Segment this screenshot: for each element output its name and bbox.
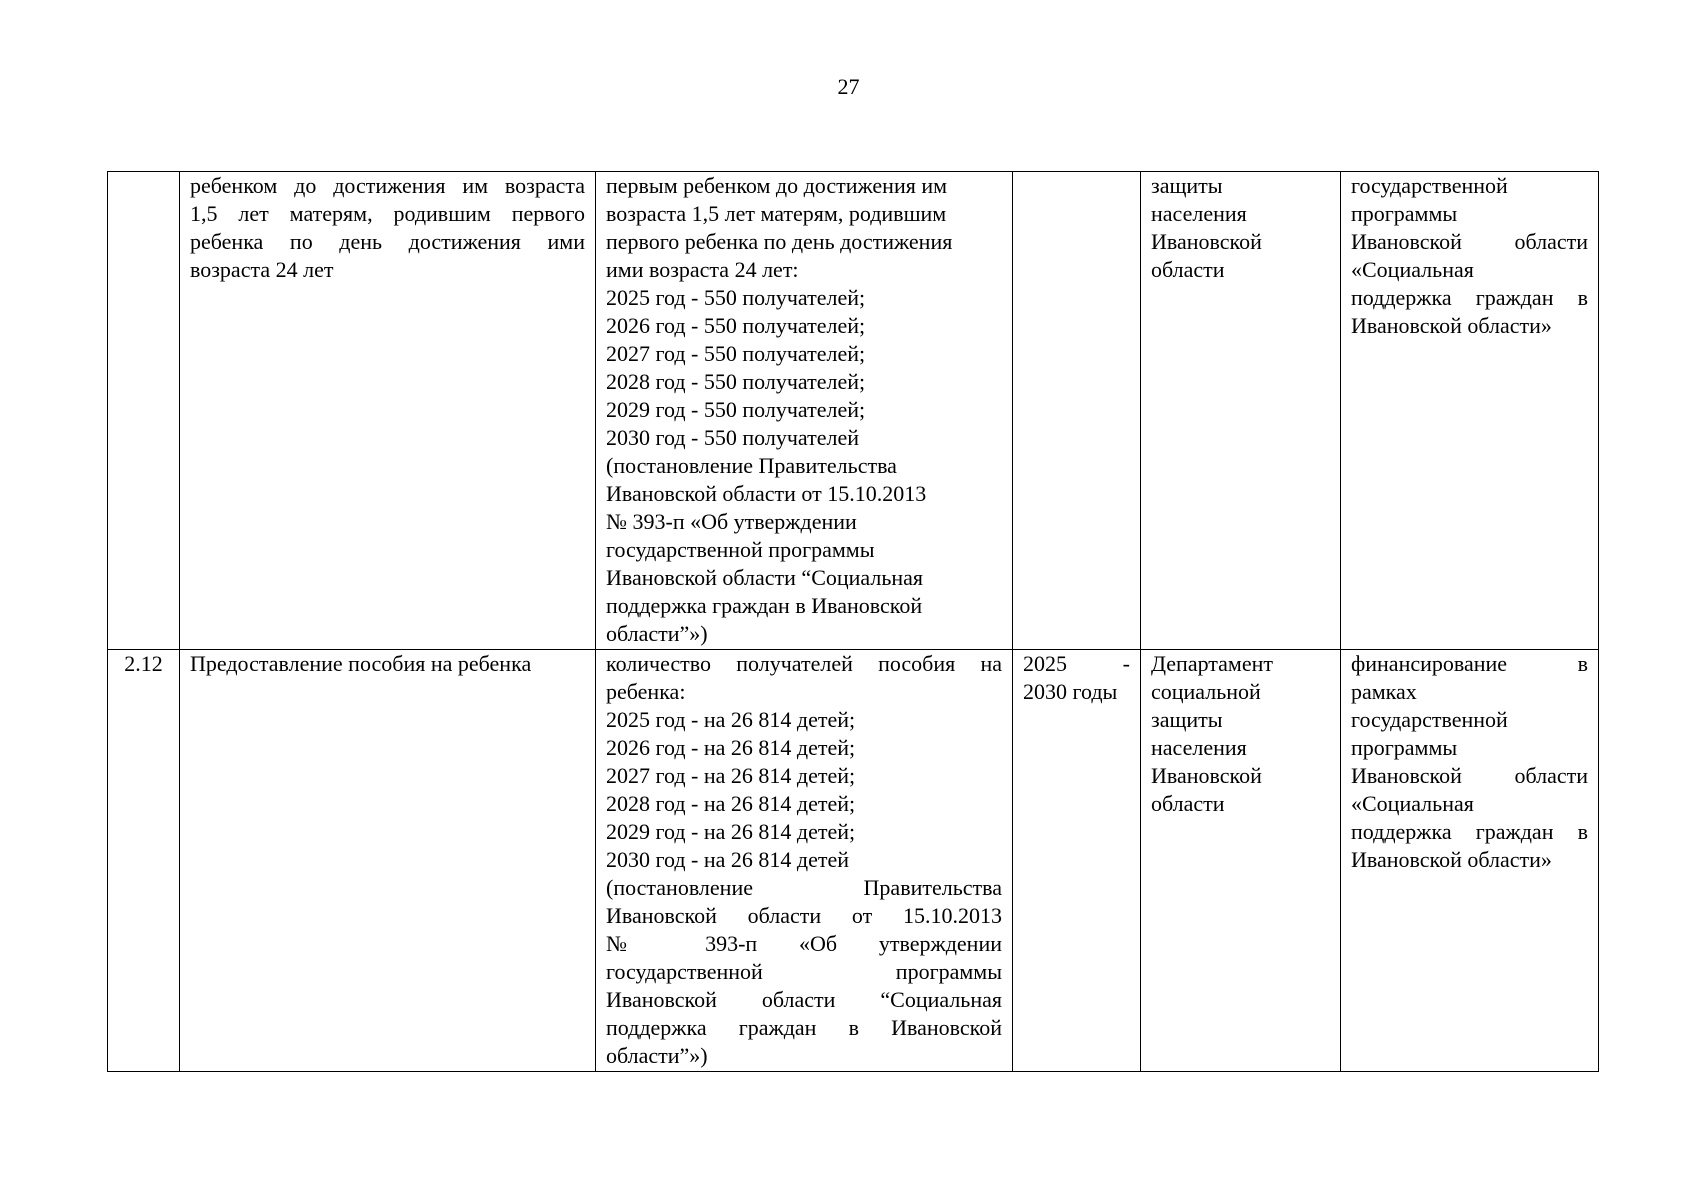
text-line: Департамент (1151, 651, 1274, 676)
text-line: 2030 год - 550 получателей (606, 425, 859, 450)
text-line: Ивановской области (1351, 229, 1588, 254)
text-line: Ивановской (1151, 763, 1262, 788)
text-line: 2026 год - 550 получателей; (606, 313, 866, 338)
measure-name-cell (180, 650, 596, 1072)
text-line: возраста 1,5 лет матерям, родившим (606, 201, 947, 226)
table-row (108, 650, 1599, 1072)
text-line: ребенком до достижения им возраста (190, 173, 585, 198)
text-line: № 393-п «Об утверждении (606, 509, 857, 534)
text-line: государственной (1351, 707, 1508, 732)
text-line: 2029 год - 550 получателей; (606, 397, 866, 422)
text-line: 2029 год - на 26 814 детей; (606, 819, 856, 844)
text-line: поддержка граждан в (1351, 285, 1588, 310)
text-line: «Социальная (1351, 257, 1474, 282)
text-line: (постановление Правительства (606, 453, 897, 478)
executor-cell (1141, 650, 1341, 1072)
text-line: Ивановской (1151, 229, 1262, 254)
text-line: 2026 год - на 26 814 детей; (606, 735, 856, 760)
row-number-cell (108, 172, 180, 650)
table-row (108, 172, 1599, 650)
text-line: Ивановской области от 15.10.2013 (606, 903, 1002, 928)
text-line: ими возраста 24 лет: (606, 257, 799, 282)
text-line: Ивановской области “Социальная (606, 565, 924, 590)
text-line: 2028 год - на 26 814 детей; (606, 791, 856, 816)
text-line: поддержка граждан в Ивановской (606, 593, 923, 618)
measure-name-cell (180, 172, 596, 650)
text-line: № 393-п «Об утверждении (606, 931, 1002, 956)
period-cell (1013, 650, 1141, 1072)
executor-cell (1141, 172, 1341, 650)
text-line: поддержка граждан в Ивановской (606, 1015, 1002, 1040)
text-line: Ивановской области от 15.10.2013 (606, 481, 927, 506)
text-line: 1,5 лет матерям, родившим первого (190, 201, 585, 226)
text-line: первого ребенка по день достижения (606, 229, 953, 254)
text-line: защиты (1151, 173, 1223, 198)
text-line: программы (1351, 201, 1458, 226)
text-line: 2027 год - 550 получателей; (606, 341, 866, 366)
text-line: области (1151, 791, 1225, 816)
period-cell (1013, 172, 1141, 650)
text-line: области”») (606, 1043, 708, 1068)
indicator-cell (596, 172, 1013, 650)
text-line: 2028 год - 550 получателей; (606, 369, 866, 394)
text-line: государственной программы (606, 959, 1002, 984)
text-line: населения (1151, 201, 1247, 226)
row-number-cell: 2.12 (108, 650, 180, 1072)
text-line: первым ребенком до достижения им (606, 173, 948, 198)
text-line: рамках (1351, 679, 1417, 704)
text-line: населения (1151, 735, 1247, 760)
text-line: Ивановской области (1351, 763, 1588, 788)
text-line: государственной программы (606, 537, 875, 562)
text-line: программы (1351, 735, 1458, 760)
text-line: «Социальная (1351, 791, 1474, 816)
text-line: (постановление Правительства (606, 875, 1002, 900)
text-line: области”») (606, 621, 708, 646)
text-line: 2030 год - на 26 814 детей (606, 847, 850, 872)
text-line: Ивановской области» (1351, 847, 1552, 872)
text-line: финансирование в (1351, 651, 1588, 676)
text-line: количество получателей пособия на (606, 651, 1002, 676)
text-line: государственной (1351, 173, 1508, 198)
finance-source-cell (1341, 650, 1599, 1072)
text-line: ребенка: (606, 679, 686, 704)
text-line: Ивановской области “Социальная (606, 987, 1002, 1012)
program-measures-table (107, 171, 1599, 1072)
text-line: 2025 год - на 26 814 детей; (606, 707, 856, 732)
text-line: Предоставление пособия на ребенка (190, 651, 532, 676)
text-line: 2027 год - на 26 814 детей; (606, 763, 856, 788)
text-line: 2025 год - 550 получателей; (606, 285, 866, 310)
text-line: 2025 - (1023, 651, 1130, 676)
text-line: поддержка граждан в (1351, 819, 1588, 844)
text-line: Ивановской области» (1351, 313, 1552, 338)
text-line: социальной (1151, 679, 1261, 704)
text-line: защиты (1151, 707, 1223, 732)
text-line: 2030 годы (1023, 679, 1118, 704)
finance-source-cell (1341, 172, 1599, 650)
indicator-cell (596, 650, 1013, 1072)
text-line: возраста 24 лет (190, 257, 334, 282)
text-line: ребенка по день достижения ими (190, 229, 585, 254)
text-line: области (1151, 257, 1225, 282)
page-number: 27 (837, 74, 860, 99)
